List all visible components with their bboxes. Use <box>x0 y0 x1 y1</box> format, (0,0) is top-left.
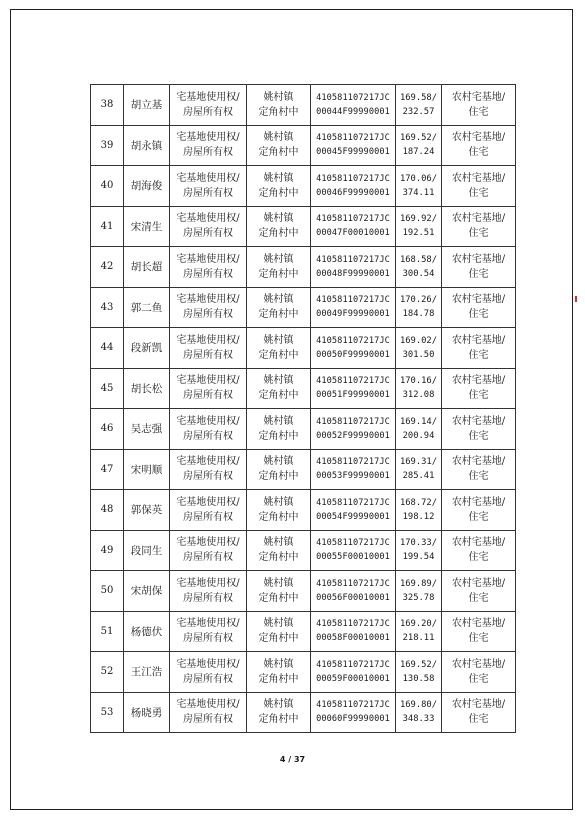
unit-code-cell-line: 00048F99990001 <box>316 268 390 279</box>
unit-code-cell-line: 410581107217JC <box>316 92 390 103</box>
right-type-cell-line: 宅基地使用权/ <box>176 172 240 184</box>
area-cell-line: 325.78 <box>402 592 435 603</box>
location-cell-line: 姚村镇 <box>263 375 294 387</box>
location-cell-line: 姚村镇 <box>263 618 294 630</box>
land-use-cell-line: 农村宅基地/ <box>451 132 506 144</box>
location-cell <box>247 490 311 531</box>
area-cell-line: 168.58/ <box>399 254 438 265</box>
right-type-cell-line: 房屋所有权 <box>183 147 233 159</box>
location-cell <box>247 368 311 409</box>
unit-code-cell <box>311 530 396 571</box>
land-use-cell <box>442 368 516 409</box>
right-type-cell-line: 房屋所有权 <box>183 552 233 564</box>
area-cell-line: 169.52/ <box>399 659 438 670</box>
location-cell-line: 姚村镇 <box>263 658 294 670</box>
land-use-cell-line: 住宅 <box>468 673 489 685</box>
right-type-cell-line: 房屋所有权 <box>183 673 233 685</box>
land-use-cell <box>442 692 516 733</box>
location-cell-line: 定角村中 <box>258 268 299 280</box>
row-number-cell: 50 <box>91 571 124 612</box>
owner-name-cell: 宋清生 <box>124 206 170 247</box>
area-cell-line: 169.02/ <box>399 335 438 346</box>
right-type-cell <box>170 85 247 126</box>
land-use-cell <box>442 206 516 247</box>
unit-code-cell <box>311 287 396 328</box>
row-number-cell: 41 <box>91 206 124 247</box>
location-cell <box>247 611 311 652</box>
right-type-cell <box>170 449 247 490</box>
location-cell <box>247 166 311 207</box>
right-type-cell-line: 宅基地使用权/ <box>176 375 240 387</box>
right-type-cell-line: 房屋所有权 <box>183 511 233 523</box>
right-type-cell-line: 宅基地使用权/ <box>176 658 240 670</box>
location-cell <box>247 409 311 450</box>
area-cell <box>396 166 442 207</box>
location-cell-line: 定角村中 <box>258 147 299 159</box>
area-cell <box>396 328 442 369</box>
location-cell <box>247 85 311 126</box>
owner-name-cell: 胡海俊 <box>124 166 170 207</box>
area-cell <box>396 287 442 328</box>
right-type-cell <box>170 692 247 733</box>
unit-code-cell <box>311 166 396 207</box>
right-type-cell <box>170 571 247 612</box>
unit-code-cell-line: 410581107217JC <box>316 578 390 589</box>
right-type-cell-line: 房屋所有权 <box>183 390 233 402</box>
area-cell-line: 187.24 <box>402 147 435 158</box>
location-cell <box>247 247 311 288</box>
area-cell-line: 199.54 <box>402 552 435 563</box>
unit-code-cell <box>311 692 396 733</box>
row-number-cell: 45 <box>91 368 124 409</box>
land-use-cell-line: 住宅 <box>468 592 489 604</box>
scan-edge-mark <box>575 296 577 302</box>
unit-code-cell-line: 00055F00010001 <box>316 552 390 563</box>
unit-code-cell-line: 410581107217JC <box>316 416 390 427</box>
row-number-cell: 53 <box>91 692 124 733</box>
unit-code-cell-line: 00045F99990001 <box>316 147 390 158</box>
table-row <box>91 328 516 369</box>
right-type-cell-line: 宅基地使用权/ <box>176 577 240 589</box>
table-row <box>91 530 516 571</box>
unit-code-cell-line: 410581107217JC <box>316 457 390 468</box>
location-cell-line: 姚村镇 <box>263 456 294 468</box>
location-cell-line: 定角村中 <box>258 228 299 240</box>
location-cell <box>247 449 311 490</box>
area-cell <box>396 85 442 126</box>
table-row <box>91 449 516 490</box>
location-cell <box>247 530 311 571</box>
right-type-cell-line: 房屋所有权 <box>183 633 233 645</box>
unit-code-cell-line: 410581107217JC <box>316 538 390 549</box>
area-cell-line: 169.58/ <box>399 92 438 103</box>
owner-name-cell: 吴志强 <box>124 409 170 450</box>
location-cell-line: 定角村中 <box>258 552 299 564</box>
unit-code-cell-line: 00052F99990001 <box>316 430 390 441</box>
unit-code-cell <box>311 206 396 247</box>
unit-code-cell-line: 00058F00010001 <box>316 633 390 644</box>
area-cell-line: 170.33/ <box>399 538 438 549</box>
area-cell-line: 218.11 <box>402 633 435 644</box>
owner-name-cell: 宋明顺 <box>124 449 170 490</box>
unit-code-cell-line: 00060F99990001 <box>316 714 390 725</box>
land-use-cell-line: 住宅 <box>468 309 489 321</box>
land-use-cell-line: 住宅 <box>468 390 489 402</box>
right-type-cell-line: 宅基地使用权/ <box>176 253 240 265</box>
unit-code-cell <box>311 449 396 490</box>
location-cell-line: 姚村镇 <box>263 496 294 508</box>
right-type-cell-line: 房屋所有权 <box>183 268 233 280</box>
land-use-cell-line: 农村宅基地/ <box>451 334 506 346</box>
registration-table <box>90 84 516 733</box>
unit-code-cell <box>311 409 396 450</box>
location-cell <box>247 571 311 612</box>
unit-code-cell-line: 00050F99990001 <box>316 349 390 360</box>
location-cell <box>247 287 311 328</box>
unit-code-cell-line: 00047F00010001 <box>316 228 390 239</box>
page-number: 4 / 37 <box>279 755 306 764</box>
land-use-cell-line: 住宅 <box>468 552 489 564</box>
row-number-cell: 47 <box>91 449 124 490</box>
owner-name-cell: 郭二鱼 <box>124 287 170 328</box>
area-cell <box>396 125 442 166</box>
area-cell-line: 169.31/ <box>399 457 438 468</box>
unit-code-cell-line: 00051F99990001 <box>316 390 390 401</box>
location-cell-line: 姚村镇 <box>263 537 294 549</box>
area-cell-line: 168.72/ <box>399 497 438 508</box>
right-type-cell-line: 宅基地使用权/ <box>176 334 240 346</box>
land-use-cell-line: 住宅 <box>468 471 489 483</box>
unit-code-cell-line: 00046F99990001 <box>316 187 390 198</box>
unit-code-cell <box>311 490 396 531</box>
right-type-cell <box>170 368 247 409</box>
area-cell-line: 184.78 <box>402 309 435 320</box>
location-cell-line: 姚村镇 <box>263 213 294 225</box>
area-cell-line: 169.80/ <box>399 700 438 711</box>
area-cell-line: 312.08 <box>402 390 435 401</box>
row-number-cell: 42 <box>91 247 124 288</box>
land-use-cell <box>442 449 516 490</box>
area-cell <box>396 449 442 490</box>
unit-code-cell-line: 410581107217JC <box>316 173 390 184</box>
owner-name-cell: 胡长超 <box>124 247 170 288</box>
owner-name-cell: 胡长松 <box>124 368 170 409</box>
land-use-cell-line: 农村宅基地/ <box>451 456 506 468</box>
unit-code-cell-line: 410581107217JC <box>316 295 390 306</box>
owner-name-cell: 段同生 <box>124 530 170 571</box>
land-use-cell-line: 住宅 <box>468 268 489 280</box>
unit-code-cell <box>311 652 396 693</box>
location-cell-line: 姚村镇 <box>263 132 294 144</box>
table-row <box>91 368 516 409</box>
right-type-cell <box>170 287 247 328</box>
unit-code-cell-line: 410581107217JC <box>316 254 390 265</box>
right-type-cell <box>170 125 247 166</box>
right-type-cell-line: 房屋所有权 <box>183 430 233 442</box>
right-type-cell <box>170 328 247 369</box>
right-type-cell <box>170 530 247 571</box>
owner-name-cell: 杨德伏 <box>124 611 170 652</box>
land-use-cell-line: 农村宅基地/ <box>451 213 506 225</box>
land-use-cell-line: 农村宅基地/ <box>451 415 506 427</box>
location-cell-line: 姚村镇 <box>263 577 294 589</box>
row-number-cell: 46 <box>91 409 124 450</box>
right-type-cell-line: 宅基地使用权/ <box>176 699 240 711</box>
row-number-cell: 44 <box>91 328 124 369</box>
table-row <box>91 571 516 612</box>
right-type-cell <box>170 247 247 288</box>
land-use-cell-line: 住宅 <box>468 633 489 645</box>
owner-name-cell: 宋胡保 <box>124 571 170 612</box>
area-cell-line: 169.92/ <box>399 214 438 225</box>
location-cell-line: 定角村中 <box>258 309 299 321</box>
row-number-cell: 39 <box>91 125 124 166</box>
table-row <box>91 652 516 693</box>
land-use-cell <box>442 287 516 328</box>
land-use-cell <box>442 571 516 612</box>
location-cell-line: 定角村中 <box>258 633 299 645</box>
unit-code-cell-line: 00044F99990001 <box>316 106 390 117</box>
area-cell-line: 170.16/ <box>399 376 438 387</box>
table-row <box>91 692 516 733</box>
land-use-cell-line: 农村宅基地/ <box>451 496 506 508</box>
land-use-cell-line: 住宅 <box>468 714 489 726</box>
unit-code-cell-line: 410581107217JC <box>316 335 390 346</box>
right-type-cell-line: 宅基地使用权/ <box>176 618 240 630</box>
owner-name-cell: 胡立基 <box>124 85 170 126</box>
table-row <box>91 611 516 652</box>
land-use-cell-line: 农村宅基地/ <box>451 577 506 589</box>
right-type-cell-line: 房屋所有权 <box>183 228 233 240</box>
right-type-cell <box>170 166 247 207</box>
location-cell-line: 姚村镇 <box>263 294 294 306</box>
location-cell-line: 姚村镇 <box>263 253 294 265</box>
location-cell-line: 定角村中 <box>258 471 299 483</box>
land-use-cell <box>442 611 516 652</box>
land-use-cell-line: 农村宅基地/ <box>451 375 506 387</box>
land-use-cell-line: 住宅 <box>468 106 489 118</box>
area-cell-line: 200.94 <box>402 430 435 441</box>
owner-name-cell: 杨晓勇 <box>124 692 170 733</box>
row-number-cell: 40 <box>91 166 124 207</box>
location-cell-line: 姚村镇 <box>263 172 294 184</box>
right-type-cell-line: 房屋所有权 <box>183 309 233 321</box>
registration-table-body <box>91 85 516 733</box>
area-cell <box>396 247 442 288</box>
unit-code-cell <box>311 125 396 166</box>
land-use-cell-line: 农村宅基地/ <box>451 699 506 711</box>
land-use-cell <box>442 652 516 693</box>
owner-name-cell: 王江浩 <box>124 652 170 693</box>
land-use-cell-line: 农村宅基地/ <box>451 253 506 265</box>
table-row <box>91 166 516 207</box>
area-cell-line: 169.89/ <box>399 578 438 589</box>
area-cell-line: 300.54 <box>402 268 435 279</box>
land-use-cell-line: 住宅 <box>468 147 489 159</box>
unit-code-cell-line: 00049F99990001 <box>316 309 390 320</box>
area-cell <box>396 571 442 612</box>
land-use-cell <box>442 85 516 126</box>
location-cell <box>247 125 311 166</box>
unit-code-cell-line: 410581107217JC <box>316 700 390 711</box>
location-cell-line: 定角村中 <box>258 349 299 361</box>
land-use-cell-line: 住宅 <box>468 511 489 523</box>
right-type-cell-line: 宅基地使用权/ <box>176 456 240 468</box>
location-cell-line: 定角村中 <box>258 106 299 118</box>
owner-name-cell: 段新凯 <box>124 328 170 369</box>
land-use-cell-line: 农村宅基地/ <box>451 537 506 549</box>
unit-code-cell-line: 410581107217JC <box>316 619 390 630</box>
location-cell-line: 定角村中 <box>258 592 299 604</box>
land-use-cell-line: 农村宅基地/ <box>451 618 506 630</box>
right-type-cell-line: 宅基地使用权/ <box>176 213 240 225</box>
location-cell-line: 姚村镇 <box>263 334 294 346</box>
land-use-cell-line: 住宅 <box>468 187 489 199</box>
unit-code-cell-line: 410581107217JC <box>316 659 390 670</box>
location-cell <box>247 206 311 247</box>
unit-code-cell-line: 410581107217JC <box>316 133 390 144</box>
location-cell <box>247 652 311 693</box>
unit-code-cell-line: 410581107217JC <box>316 497 390 508</box>
unit-code-cell <box>311 368 396 409</box>
unit-code-cell-line: 00054F99990001 <box>316 511 390 522</box>
location-cell-line: 姚村镇 <box>263 415 294 427</box>
land-use-cell <box>442 328 516 369</box>
table-row <box>91 247 516 288</box>
area-cell-line: 301.50 <box>402 349 435 360</box>
unit-code-cell-line: 00053F99990001 <box>316 471 390 482</box>
table-row <box>91 287 516 328</box>
right-type-cell-line: 宅基地使用权/ <box>176 496 240 508</box>
location-cell-line: 姚村镇 <box>263 91 294 103</box>
right-type-cell-line: 房屋所有权 <box>183 471 233 483</box>
area-cell <box>396 206 442 247</box>
area-cell-line: 348.33 <box>402 714 435 725</box>
right-type-cell <box>170 409 247 450</box>
area-cell <box>396 368 442 409</box>
area-cell-line: 169.14/ <box>399 416 438 427</box>
area-cell <box>396 652 442 693</box>
right-type-cell-line: 宅基地使用权/ <box>176 537 240 549</box>
location-cell-line: 定角村中 <box>258 714 299 726</box>
right-type-cell-line: 宅基地使用权/ <box>176 294 240 306</box>
unit-code-cell-line: 00059F00010001 <box>316 673 390 684</box>
row-number-cell: 38 <box>91 85 124 126</box>
right-type-cell-line: 房屋所有权 <box>183 349 233 361</box>
location-cell-line: 定角村中 <box>258 390 299 402</box>
right-type-cell-line: 房屋所有权 <box>183 592 233 604</box>
table-row <box>91 125 516 166</box>
area-cell-line: 169.20/ <box>399 619 438 630</box>
unit-code-cell-line: 410581107217JC <box>316 376 390 387</box>
unit-code-cell <box>311 571 396 612</box>
right-type-cell-line: 房屋所有权 <box>183 714 233 726</box>
right-type-cell-line: 房屋所有权 <box>183 187 233 199</box>
land-use-cell-line: 农村宅基地/ <box>451 91 506 103</box>
location-cell <box>247 692 311 733</box>
area-cell <box>396 409 442 450</box>
table-row <box>91 206 516 247</box>
area-cell-line: 170.06/ <box>399 173 438 184</box>
unit-code-cell <box>311 85 396 126</box>
owner-name-cell: 郭保英 <box>124 490 170 531</box>
location-cell-line: 姚村镇 <box>263 699 294 711</box>
location-cell-line: 定角村中 <box>258 673 299 685</box>
location-cell-line: 定角村中 <box>258 187 299 199</box>
area-cell <box>396 490 442 531</box>
area-cell-line: 374.11 <box>402 187 435 198</box>
area-cell-line: 285.41 <box>402 471 435 482</box>
land-use-cell <box>442 490 516 531</box>
right-type-cell <box>170 490 247 531</box>
land-use-cell-line: 农村宅基地/ <box>451 658 506 670</box>
land-use-cell <box>442 166 516 207</box>
unit-code-cell-line: 410581107217JC <box>316 214 390 225</box>
right-type-cell <box>170 611 247 652</box>
land-use-cell-line: 农村宅基地/ <box>451 294 506 306</box>
area-cell <box>396 530 442 571</box>
area-cell-line: 170.26/ <box>399 295 438 306</box>
table-row <box>91 490 516 531</box>
row-number-cell: 43 <box>91 287 124 328</box>
land-use-cell-line: 农村宅基地/ <box>451 172 506 184</box>
right-type-cell-line: 房屋所有权 <box>183 106 233 118</box>
area-cell <box>396 611 442 652</box>
unit-code-cell <box>311 611 396 652</box>
area-cell-line: 232.57 <box>402 106 435 117</box>
location-cell-line: 定角村中 <box>258 430 299 442</box>
land-use-cell-line: 住宅 <box>468 430 489 442</box>
right-type-cell <box>170 206 247 247</box>
right-type-cell-line: 宅基地使用权/ <box>176 415 240 427</box>
land-use-cell-line: 住宅 <box>468 228 489 240</box>
area-cell-line: 169.52/ <box>399 133 438 144</box>
land-use-cell <box>442 247 516 288</box>
right-type-cell-line: 宅基地使用权/ <box>176 91 240 103</box>
right-type-cell-line: 宅基地使用权/ <box>176 132 240 144</box>
unit-code-cell <box>311 247 396 288</box>
unit-code-cell <box>311 328 396 369</box>
row-number-cell: 48 <box>91 490 124 531</box>
row-number-cell: 49 <box>91 530 124 571</box>
location-cell <box>247 328 311 369</box>
table-row <box>91 409 516 450</box>
area-cell-line: 130.58 <box>402 673 435 684</box>
land-use-cell <box>442 530 516 571</box>
area-cell-line: 198.12 <box>402 511 435 522</box>
area-cell-line: 192.51 <box>402 228 435 239</box>
land-use-cell <box>442 125 516 166</box>
unit-code-cell-line: 00056F00010001 <box>316 592 390 603</box>
row-number-cell: 51 <box>91 611 124 652</box>
area-cell <box>396 692 442 733</box>
right-type-cell <box>170 652 247 693</box>
owner-name-cell: 胡永镇 <box>124 125 170 166</box>
table-row <box>91 85 516 126</box>
land-use-cell-line: 住宅 <box>468 349 489 361</box>
land-use-cell <box>442 409 516 450</box>
location-cell-line: 定角村中 <box>258 511 299 523</box>
row-number-cell: 52 <box>91 652 124 693</box>
